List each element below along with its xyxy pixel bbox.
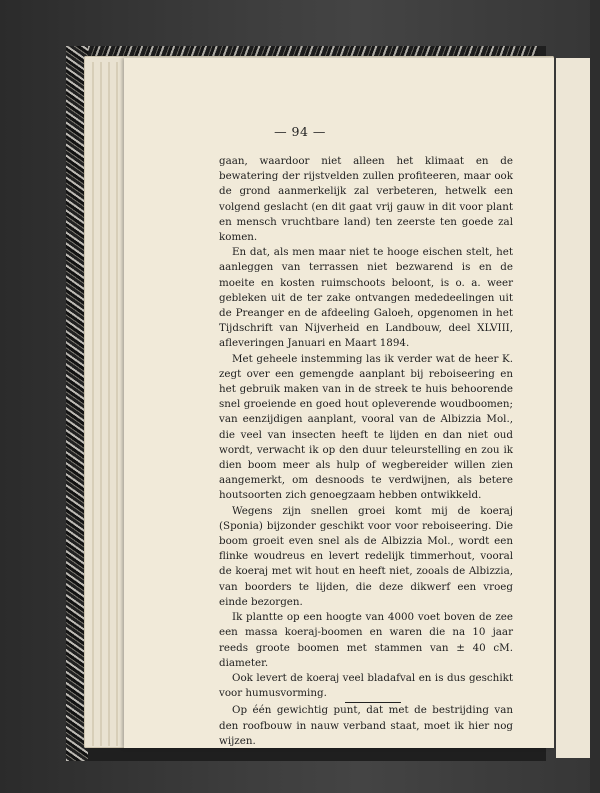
paragraph: Ik plantte op een hoogte van 4000 voet boven de zee een massa koeraj-boomen en waren die na 10 jaar reeds groote boomen met stammen van ± 40 cM. diameter. [219, 611, 513, 669]
paragraph: Op één gewichtig punt, dat met de bestrijding van den roofbouw in nauw verband staat, moet ik hier nog wijzen. [219, 704, 513, 747]
page-number: — 94 — [274, 124, 326, 139]
paragraph: Ook levert de koeraj veel bladafval en is dus geschikt voor humusvorming. [219, 671, 513, 700]
body-text [219, 154, 513, 749]
paragraph: Wegens zijn snellen groei komt mij de koeraj (Sponia) bijzonder geschikt voor voor reboiseering. Die boom groeit even snel als de Albizzia Mol., wordt een flinke woudreus en levert redelijk timmerhout, vooral de koeraj met wit hout en heeft niet, zooals de Albizzia, van boorders te lijden, die deze dikwerf een vroeg einde bezorgen. [219, 504, 513, 608]
leaf-edge [108, 62, 110, 746]
paragraph: En dat, als men maar niet te hooge eischen stelt, het aanleggen van terrassen niet bezwarend is en de moeite en kosten ruimschoots beloont, is o. a. weer gebleken uit de ter zake ontvangen mededeelingen uit de Preanger en de afdeeling Galoeh, opgenomen in het Tijdschrift van Nijverheid en Landbouw, deel XLVIII, afleveringen Januari en Maart 1894. [219, 246, 513, 350]
paragraph: gaan, waardoor niet alleen het klimaat en de bewatering der rijstvelden zullen profiteeren, maar ook de grond aanmerkelijk zal verbeteren, hetwelk een volgend geslacht (en dit gaat vrij gauw in dit voor plant en mensch vruchtbare land) ten zeerste ten goede zal komen. [219, 155, 513, 244]
leaf-edge [92, 62, 94, 746]
paragraph: Met geheele instemming las ik verder wat de heer K. zegt over een gemengde aanplant bij reboiseering en het gebruik maken van in de streek te huis behoorende snel groeiende en goed hout opleverende woudboomen; van eenzijdigen aanplant, vooral van de Albizzia Mol., die veel van insecten heeft te lijden en dan niet oud wordt, verwacht ik op den duur teleurstelling en zou ik dien boom meer als hulp of wegbereider willen zien aangemerkt, om desnoods te verdwijnen, als betere houtsoorten zich genoegzaam hebben ontwikkeld. [219, 352, 513, 502]
leaf-edge [116, 62, 118, 746]
scan-border [590, 0, 600, 793]
leaf-edge [100, 62, 102, 746]
